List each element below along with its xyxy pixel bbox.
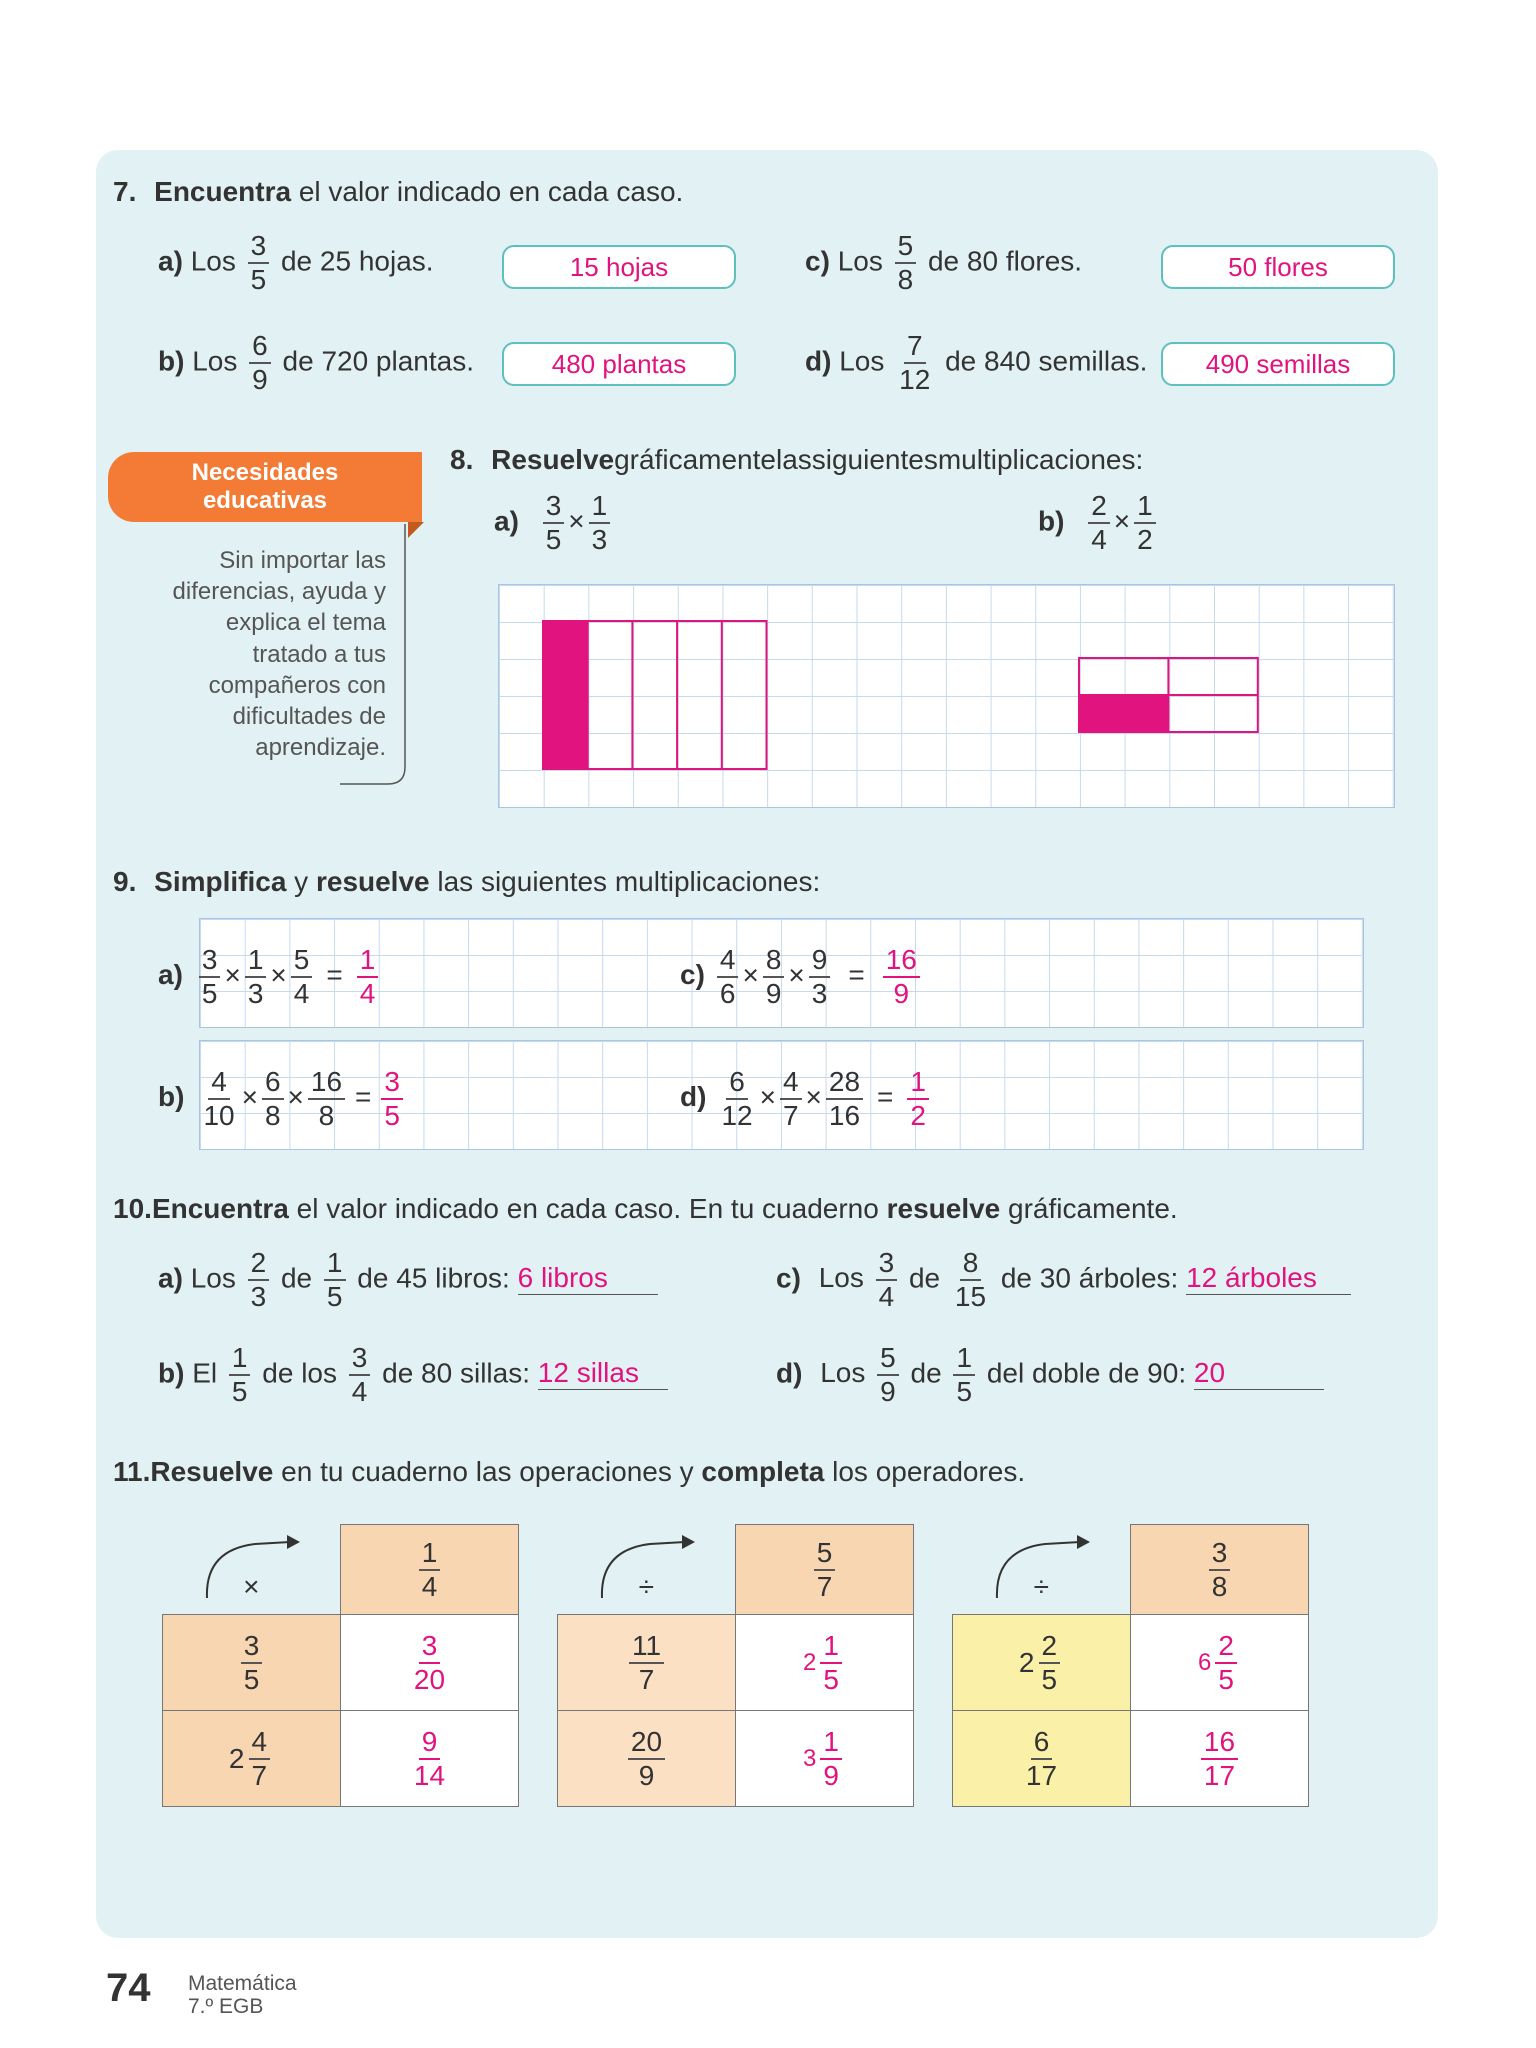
- item-label: a): [158, 959, 183, 991]
- heading-text: en tu cuaderno las operaciones y: [273, 1456, 702, 1487]
- tip-line: compañeros con: [208, 671, 386, 699]
- grade-level: 7.º EGB: [188, 1995, 264, 2019]
- subject-name: Matemática: [188, 1972, 297, 1995]
- fraction: $\frac{3}{5}$: [248, 230, 270, 296]
- answer-fraction: $\frac{16}{9}$: [883, 944, 920, 1010]
- tip-line: Sin importar las: [219, 547, 386, 574]
- fraction: $\frac{5}{9}$: [877, 1342, 899, 1408]
- times-sign: ×: [568, 505, 585, 537]
- ex8-heading: [450, 444, 1143, 476]
- tip-header: [108, 452, 422, 522]
- fraction: $\frac{1}{5}$: [953, 1342, 975, 1408]
- fraction: $\frac{6}{8}$: [262, 1066, 284, 1132]
- heading-text: y: [286, 866, 316, 897]
- ex8-shading: [498, 584, 1398, 814]
- fraction: $\frac{4}{7}$: [780, 1066, 802, 1132]
- ex9-heading: [113, 866, 820, 898]
- ex9-item-b: b) $\frac{4}{10}$ × $\frac{6}{8}$ × $\frac{16}{8}$ = $\frac{3}{5}$: [158, 1066, 407, 1132]
- tip-line: diferencias, ayuda y: [172, 578, 386, 606]
- item-label: d): [680, 1081, 707, 1113]
- ex7-instruction: el valor indicado en cada caso.: [291, 176, 684, 207]
- operator-table-3: [952, 1524, 1309, 1807]
- tip-title-line: Necesidades: [191, 459, 339, 487]
- output-cell: 3 $\frac{1}{9}$: [736, 1711, 914, 1807]
- shaded-cell: [1079, 695, 1168, 732]
- ex10-item-c: c) Los $\frac{3}{4}$ de $\frac{8}{15}$ de 30 árboles: 12 árboles: [776, 1247, 1351, 1313]
- times-sign: ×: [1113, 505, 1131, 537]
- ex7-verb: Encuentra: [154, 176, 292, 207]
- item-label: c): [776, 1262, 801, 1294]
- fraction: $\frac{3}{4}$: [876, 1247, 898, 1313]
- fraction: $\frac{5}{8}$: [895, 230, 917, 296]
- ex8-item-a: [494, 490, 614, 556]
- ex7-answer-a: 15 hojas: [502, 245, 736, 289]
- item-text: Los: [190, 245, 236, 277]
- fraction: $\frac{7}{12}$: [899, 330, 931, 395]
- heading-text: gráficamente.: [1000, 1193, 1178, 1224]
- output-cell: $\frac{3}{20}$: [341, 1615, 519, 1711]
- ex8-number: 8.: [450, 444, 474, 475]
- answer-fraction: $\frac{3}{5}$: [381, 1066, 403, 1132]
- item-text: Los: [837, 245, 883, 277]
- ex10-item-d: d) Los $\frac{5}{9}$ de $\frac{1}{5}$ del doble de 90: 20: [776, 1342, 1324, 1408]
- heading-text: el valor indicado en cada caso. En tu cuaderno: [288, 1193, 887, 1224]
- fraction: $\frac{2}{4}$: [1088, 490, 1110, 556]
- ex9-item-a: a) $\frac{3}{5}$ × $\frac{1}{3}$ × $\frac{5}{4}$ = $\frac{1}{4}$: [158, 944, 382, 1010]
- operator-cell: ×: [243, 1571, 260, 1603]
- answer-line: 12 árboles: [1186, 1262, 1351, 1295]
- operator-cell: ÷: [638, 1571, 654, 1603]
- fraction: $\frac{6}{9}$: [249, 330, 271, 396]
- input-cell: 2 $\frac{4}{7}$: [163, 1711, 341, 1807]
- item-text: de 840 semillas.: [945, 345, 1148, 377]
- operator-cell: ÷: [1033, 1571, 1049, 1603]
- ex11-number: 11.: [113, 1456, 151, 1487]
- ex10-heading: [113, 1193, 1178, 1225]
- heading-text: los operadores.: [824, 1456, 1026, 1487]
- item-label: a): [158, 245, 183, 277]
- ex9-number: 9.: [113, 866, 137, 897]
- item-text: de 80 flores.: [927, 245, 1083, 277]
- fraction: $\frac{28}{16}$: [826, 1066, 863, 1132]
- answer-line: 12 sillas: [538, 1357, 668, 1390]
- operator-header: $\frac{3}{8}$: [1131, 1525, 1309, 1615]
- ex7-item-a: [158, 230, 434, 296]
- fraction: $\frac{1}{5}$: [324, 1247, 346, 1313]
- fraction: $\frac{1}{3}$: [589, 490, 611, 556]
- tip-line: aprendizaje.: [255, 734, 386, 762]
- output-cell: 2 $\frac{1}{5}$: [736, 1615, 914, 1711]
- tip-line: tratado a tus: [252, 640, 386, 668]
- item-label: d): [776, 1357, 803, 1389]
- fraction: $\frac{1}{2}$: [1134, 490, 1156, 556]
- ex11-verb: Resuelve: [150, 1456, 274, 1487]
- fraction: $\frac{9}{3}$: [809, 944, 831, 1010]
- input-cell: 2 $\frac{2}{5}$: [953, 1615, 1131, 1711]
- ex7-answer-c: 50 flores: [1161, 245, 1395, 289]
- input-cell: $\frac{3}{5}$: [163, 1615, 341, 1711]
- output-cell: $\frac{16}{17}$: [1131, 1711, 1309, 1807]
- tip-title-line: educativas: [202, 487, 328, 514]
- item-text: Los: [192, 345, 238, 377]
- input-cell: $\frac{20}{9}$: [558, 1711, 736, 1807]
- item-text: de 25 hojas.: [280, 245, 434, 277]
- ex8-item-b: [1038, 490, 1160, 556]
- ex10-item-a: a) Los $\frac{2}{3}$ de $\frac{1}{5}$ de 45 libros: 6 libros: [158, 1247, 658, 1313]
- fraction: $\frac{6}{12}$: [721, 1066, 753, 1131]
- ex8-instruction: gráficamentelassiguientesmultiplicaciones:: [614, 444, 1144, 475]
- tip-line: dificultades de: [232, 702, 386, 730]
- item-label: b): [1038, 505, 1065, 537]
- answer-line: 20: [1194, 1357, 1324, 1390]
- item-text: de 720 plantas.: [282, 345, 475, 377]
- fraction: $\frac{4}{10}$: [203, 1066, 235, 1131]
- fraction: $\frac{8}{15}$: [954, 1247, 987, 1312]
- fraction: $\frac{4}{6}$: [717, 944, 739, 1010]
- operator-header: $\frac{1}{4}$: [341, 1525, 519, 1615]
- item-label: b): [158, 1081, 185, 1113]
- operator-header: $\frac{5}{7}$: [736, 1525, 914, 1615]
- ex7-answer-d: 490 semillas: [1161, 342, 1395, 386]
- shaded-cell: [543, 621, 588, 769]
- fraction: $\frac{2}{3}$: [248, 1247, 270, 1313]
- tip-line: explica el tema: [225, 609, 386, 637]
- tip-bracket-line: [330, 522, 410, 792]
- operator-table-2: [557, 1524, 914, 1807]
- ex10-verb: resuelve: [886, 1193, 1001, 1224]
- ex9-item-c: c) $\frac{4}{6}$ × $\frac{8}{9}$ × $\frac{9}{3}$ = $\frac{16}{9}$: [680, 944, 924, 1010]
- ex10-item-b: b) El $\frac{1}{5}$ de los $\frac{3}{4}$ de 80 sillas: 12 sillas: [158, 1342, 668, 1408]
- ex7-item-d: [805, 330, 1147, 396]
- answer-line: 6 libros: [518, 1262, 658, 1295]
- input-cell: $\frac{11}{7}$: [558, 1615, 736, 1711]
- output-cell: 6 $\frac{2}{5}$: [1131, 1615, 1309, 1711]
- ex7-heading: [113, 176, 683, 208]
- fraction: $\frac{1}{3}$: [245, 944, 267, 1010]
- ex10-verb: Encuentra: [151, 1193, 289, 1224]
- item-label: a): [494, 505, 519, 537]
- page-number: 74: [106, 1966, 151, 2010]
- ex10-number: 10.: [113, 1193, 152, 1224]
- fraction: $\frac{3}{5}$: [543, 490, 565, 556]
- footer-subject: [188, 1972, 297, 2018]
- ex9-item-d: d) $\frac{6}{12}$ × $\frac{4}{7}$ × $\frac{28}{16}$ = $\frac{1}{2}$: [680, 1066, 933, 1132]
- heading-text: las siguientes multiplicaciones:: [429, 866, 821, 897]
- item-label: b): [158, 345, 185, 377]
- item-label: d): [805, 345, 832, 377]
- operator-table-1: [162, 1524, 519, 1807]
- tip-fold: [408, 522, 424, 538]
- fraction: $\frac{5}{4}$: [291, 944, 313, 1010]
- answer-fraction: $\frac{1}{4}$: [357, 944, 379, 1010]
- item-label: b): [158, 1357, 185, 1389]
- ex7-item-b: [158, 330, 474, 396]
- item-text: Los: [839, 345, 885, 377]
- output-cell: $\frac{9}{14}$: [341, 1711, 519, 1807]
- ex11-verb: completa: [701, 1456, 825, 1487]
- ex8-verb: Resuelve: [491, 444, 615, 475]
- fraction: $\frac{8}{9}$: [763, 944, 785, 1010]
- ex7-item-c: [805, 230, 1082, 296]
- ex11-heading: [113, 1456, 1025, 1488]
- ex7-number: 7.: [113, 176, 137, 207]
- input-cell: $\frac{6}{17}$: [953, 1711, 1131, 1807]
- ex9-verb: Simplifica: [154, 866, 287, 897]
- answer-fraction: $\frac{1}{2}$: [907, 1066, 929, 1132]
- fraction: $\frac{3}{5}$: [199, 944, 221, 1010]
- item-label: c): [805, 245, 830, 277]
- item-label: c): [680, 959, 705, 991]
- fraction: $\frac{16}{8}$: [308, 1066, 345, 1132]
- ex7-answer-b: 480 plantas: [502, 342, 736, 386]
- item-label: a): [158, 1262, 183, 1294]
- fraction: $\frac{1}{5}$: [229, 1342, 251, 1408]
- fraction: $\frac{3}{4}$: [349, 1342, 371, 1408]
- ex9-verb: resuelve: [315, 866, 430, 897]
